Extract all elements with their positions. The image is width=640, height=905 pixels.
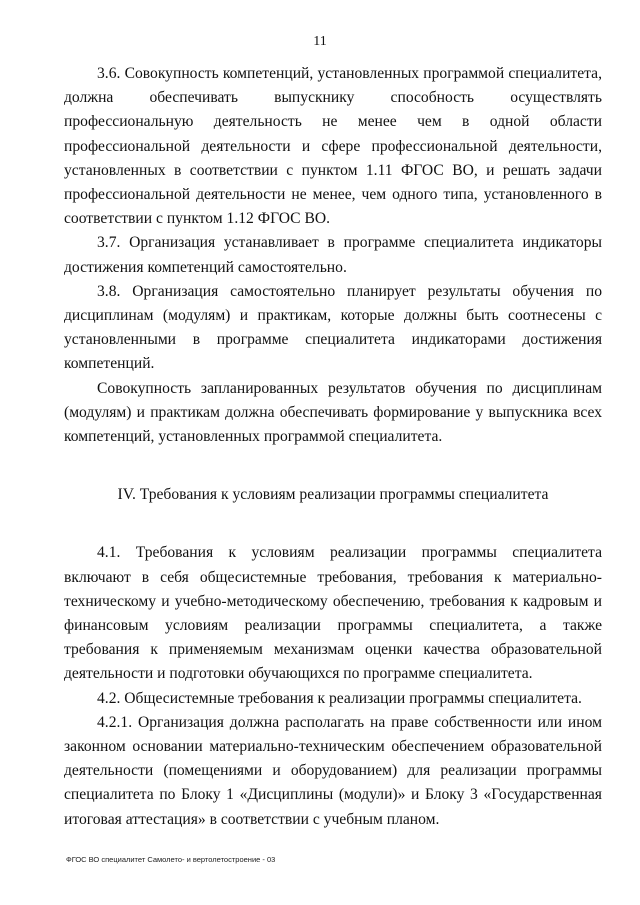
paragraph-4-2-1: 4.2.1. Организация должна располагать на праве собственности или ином законном основании материально-техническим обеспечением образовательной деятельности (помещениями и оборудованием) для реализации программы специалитета по Блоку 1 «Дисциплины (модули)» и Блоку 3 «Государственная итоговая аттестация» в соответствии с учебным планом.	[64, 713, 602, 828]
paragraph-3-8: 3.8. Организация самостоятельно планирует результаты обучения по дисциплинам (модулям) и практикам, которые должны быть соотнесены с установленными в программе специалитета индикаторами достижения компетенций.	[64, 282, 602, 373]
body-text	[64, 62, 602, 832]
section-heading: IV. Требования к условиям реализации программы специалитета	[117, 486, 549, 504]
paragraph-4-2: 4.2. Общесистемные требования к реализации программы специалитета.	[97, 689, 582, 707]
paragraph-4-1: 4.1. Требования к условиям реализации программы специалитета включают в себя общесистемные требования, требования к материально-техническому и учебно-методическому обеспечению, требования к кадровым и финансовым условиям реализации программы специалитета, а также требования к применяемым механизмам оценки качества образовательной деятельности и подготовки обучающихся по программе специалитета.	[64, 544, 602, 683]
page-footer: ФГОС ВО специалитет Самолето- и вертолетостроение - 03	[66, 855, 276, 864]
paragraph-3-7: 3.7. Организация устанавливает в программе специалитета индикаторы достижения компетенций самостоятельно.	[64, 234, 602, 276]
paragraph-3-6: 3.6. Совокупность компетенций, установленных программой специалитета, должна обеспечивать выпускнику способность осуществлять профессиональную деятельность не менее чем в одной области профессиональной деятельности и сфере профессиональной деятельности, установленных в соответствии с пунктом 1.11 ФГОС ВО, и решать задачи профессиональной деятельности не менее, чем одного типа, установленного в соответствии с пунктом 1.12 ФГОС ВО.	[64, 65, 602, 228]
paragraph-3-8-continued: Совокупность запланированных результатов обучения по дисциплинам (модулям) и практикам должна обеспечивать формирование у выпускника всех компетенций, установленных программой специалитета.	[64, 379, 602, 446]
page-number: 11	[313, 34, 327, 49]
